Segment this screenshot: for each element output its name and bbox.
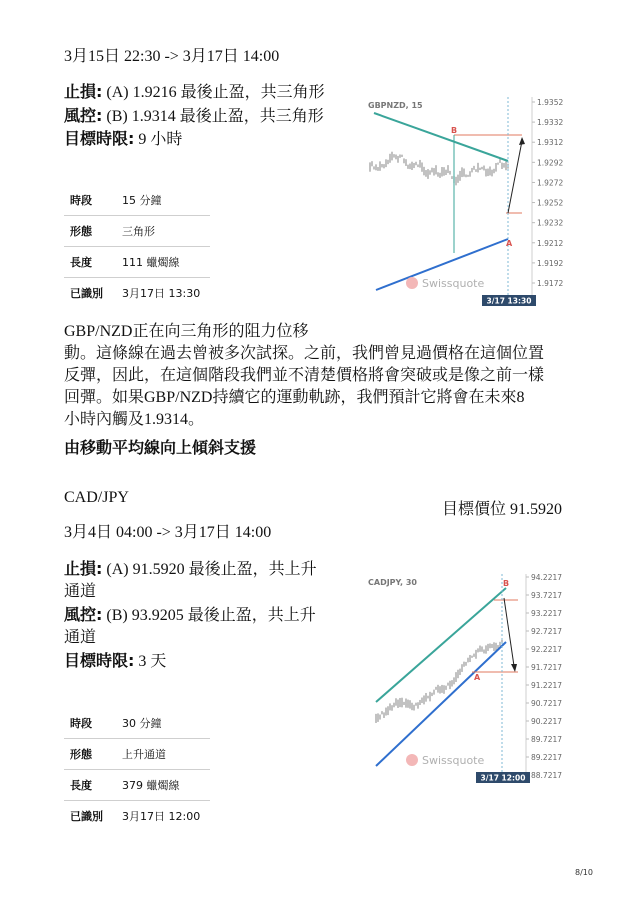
- paragraph-line: 動。這條線在過去曾被多次試探。之前，我們曾見過價格在這個位置: [64, 345, 545, 362]
- gbpnzd-chart: [362, 93, 574, 309]
- table-key: 已識別: [70, 810, 103, 823]
- table-key: 長度: [64, 770, 122, 801]
- horizon-value: 9 小時: [138, 131, 183, 148]
- table-value: 30 分鐘: [122, 708, 210, 739]
- swissquote-logo-icon: [406, 277, 418, 289]
- risk-label: 風控:: [64, 106, 103, 125]
- y-tick-label: 1.9192: [537, 258, 564, 268]
- table-key: 長度: [64, 247, 122, 278]
- date-range-2: 3月4日 04:00 -> 3月17日 14:00: [64, 524, 272, 541]
- stop-loss-line-2: [64, 558, 317, 581]
- table-row: [64, 708, 210, 739]
- analysis-paragraph: [64, 321, 574, 431]
- table-row: [64, 801, 210, 832]
- point-a-label: A: [474, 673, 481, 682]
- y-tick-label: 93.7217: [531, 591, 563, 600]
- y-tick-label: 90.2217: [531, 717, 563, 726]
- point-a-label: A: [506, 239, 513, 248]
- table-key: 形態: [64, 739, 122, 770]
- y-tick-label: 1.9212: [537, 238, 564, 248]
- table-value: 111 蠟燭線: [122, 247, 210, 278]
- table-value: 3月17日 12:00: [122, 810, 201, 823]
- point-b-label: B: [451, 126, 458, 135]
- cadjpy-chart: [362, 570, 574, 786]
- y-tick-label: 1.9252: [537, 198, 564, 208]
- y-tick-label: 89.7217: [531, 735, 563, 744]
- risk-line-2b: 通道: [64, 629, 97, 646]
- horizon-label: 目標時限:: [64, 651, 135, 670]
- risk-value: (B) 1.9314 最後止盈，共三角形: [106, 108, 324, 125]
- table-key: 形態: [64, 216, 122, 247]
- stop-loss-value: (A) 91.5920 最後止盈，共上升: [106, 561, 317, 578]
- table-row: [64, 185, 210, 216]
- risk-label: 風控:: [64, 605, 103, 624]
- chart-symbol: GBPNZD, 15: [368, 101, 423, 110]
- risk-value: (B) 93.9205 最後止盈，共上升: [106, 607, 316, 624]
- section-heading: 由移動平均線向上傾斜支援: [64, 438, 257, 457]
- paragraph-line: GBP/NZD正在向三角形的阻力位移: [64, 323, 309, 340]
- risk-line-2: [64, 604, 316, 627]
- chart-symbol: CADJPY, 30: [368, 578, 417, 587]
- stop-loss-label: 止損:: [64, 82, 103, 101]
- horizon-value: 3 天: [138, 653, 167, 670]
- info-table-1: [64, 185, 210, 308]
- risk-line-1: [64, 105, 324, 128]
- table-value: 379 蠟燭線: [122, 770, 210, 801]
- target-price-2: 目標價位 91.5920: [442, 501, 563, 518]
- y-tick-label: 1.9172: [537, 279, 564, 288]
- y-tick-label: 91.2217: [531, 681, 563, 690]
- paragraph-line: 小時內觸及1.9314。: [64, 411, 205, 428]
- y-tick-label: 1.9232: [537, 218, 564, 228]
- table-row: [64, 247, 210, 278]
- horizon-label: 目標時限:: [64, 129, 135, 148]
- y-tick-label: 92.7217: [531, 627, 563, 636]
- stop-loss-line-2b: 通道: [64, 583, 97, 600]
- y-tick-label: 92.2217: [531, 645, 563, 654]
- table-key: 已識別: [70, 287, 103, 300]
- table-value: 3月17日 13:30: [122, 287, 201, 300]
- table-row: [64, 739, 210, 770]
- page-number: 8/10: [575, 868, 593, 877]
- table-key: 時段: [64, 185, 122, 216]
- point-b-label: B: [503, 579, 510, 588]
- horizon-line-1: [64, 128, 182, 151]
- y-tick-label: 1.9332: [537, 118, 564, 128]
- y-tick-label: 93.2217: [531, 609, 563, 618]
- stop-loss-value: (A) 1.9216 最後止盈，共三角形: [106, 84, 325, 101]
- y-tick-label: 1.9352: [537, 98, 564, 107]
- y-tick-label: 90.7217: [531, 699, 563, 708]
- y-tick-label: 1.9292: [537, 158, 564, 168]
- info-table-2: [64, 708, 210, 831]
- horizon-line-2: [64, 650, 166, 673]
- paragraph-line: 反彈，因此，在這個階段我們並不清楚價格將會突破或是像之前一樣: [64, 367, 545, 384]
- table-row: [64, 770, 210, 801]
- table-value: 15 分鐘: [122, 185, 210, 216]
- y-tick-label: 1.9272: [537, 178, 564, 188]
- table-row: [64, 216, 210, 247]
- table-row: [64, 278, 210, 309]
- watermark: Swissquote: [422, 277, 485, 290]
- pair-title-2: CAD/JPY: [64, 489, 129, 506]
- swissquote-logo-icon: [406, 754, 418, 766]
- paragraph-line: 回彈。如果GBP/NZD持續它的運動軌跡，我們預計它將會在未來8: [64, 389, 525, 406]
- time-label: 3/17 12:00: [480, 773, 526, 783]
- stop-loss-label: 止損:: [64, 559, 103, 578]
- table-key: 時段: [64, 708, 122, 739]
- date-range-1: 3月15日 22:30 -> 3月17日 14:00: [64, 48, 280, 65]
- y-tick-label: 1.9312: [537, 138, 564, 148]
- table-value: 三角形: [122, 216, 210, 247]
- y-tick-label: 88.7217: [531, 771, 563, 780]
- stop-loss-line-1: [64, 81, 325, 104]
- table-value: 上升通道: [122, 739, 210, 770]
- y-tick-label: 91.7217: [531, 663, 563, 672]
- time-label: 3/17 13:30: [486, 296, 532, 306]
- watermark: Swissquote: [422, 754, 485, 767]
- y-tick-label: 94.2217: [531, 573, 563, 582]
- y-tick-label: 89.2217: [531, 753, 563, 762]
